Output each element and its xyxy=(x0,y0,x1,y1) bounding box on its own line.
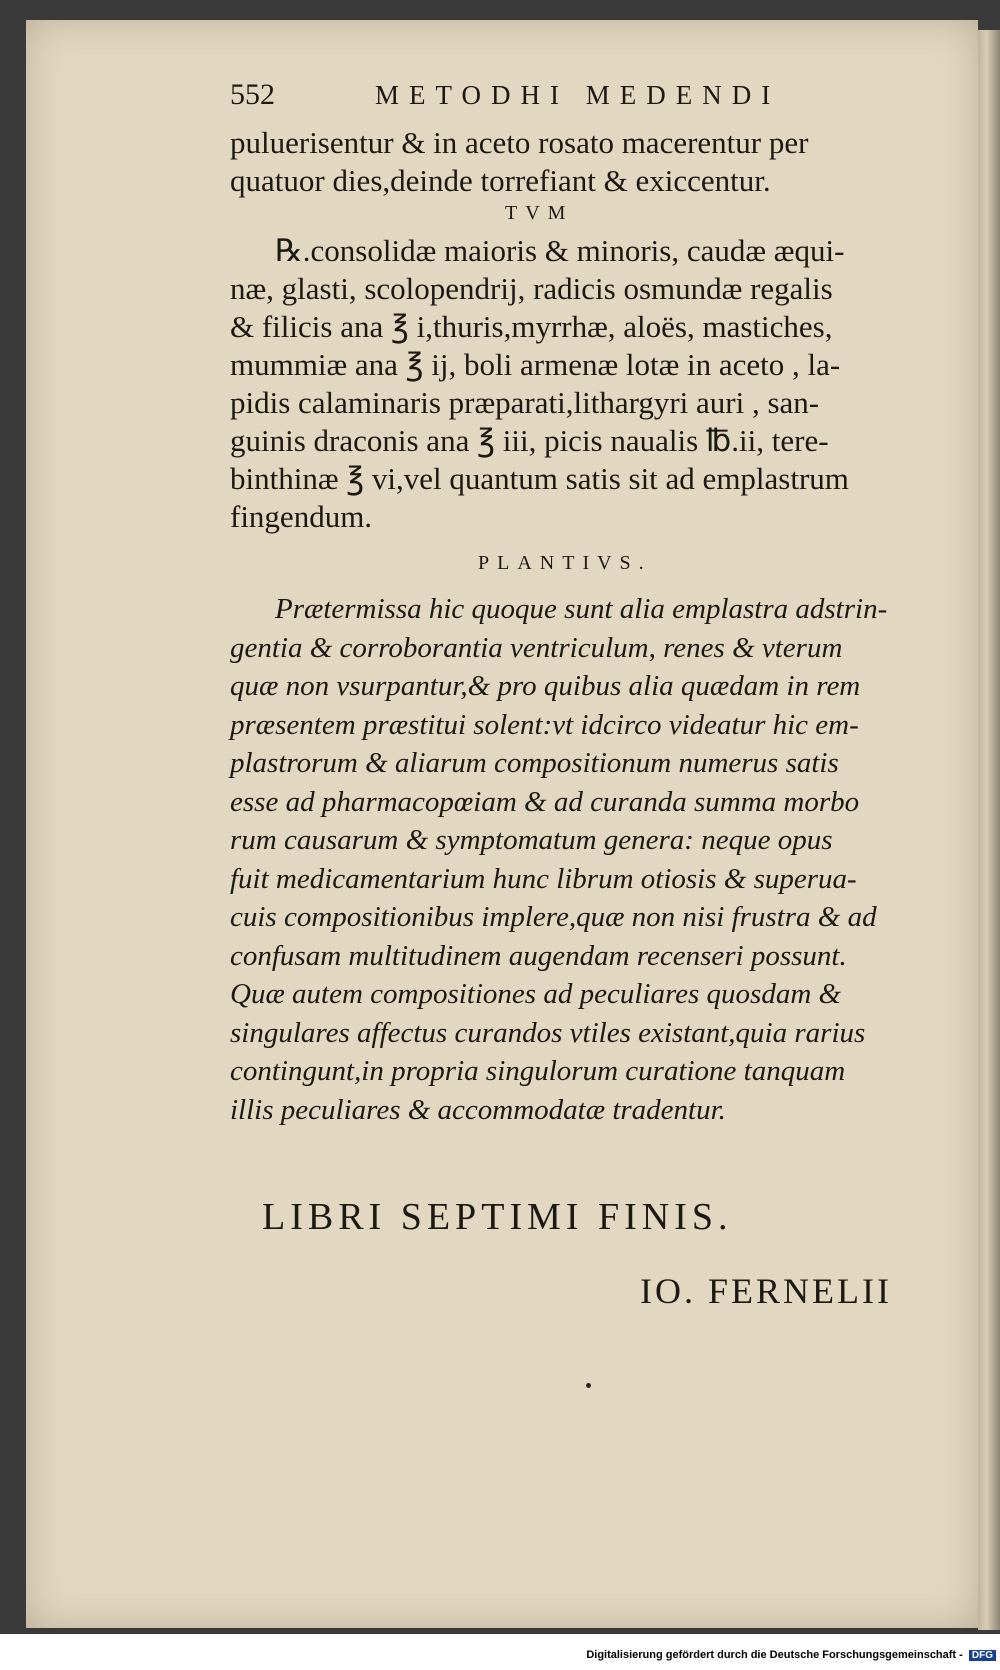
text-line: fingendum. xyxy=(230,499,373,534)
page-edge xyxy=(978,30,1000,1630)
text-line: mummiæ ana ℥ ij, boli armenæ lotæ in aceto , la- xyxy=(230,347,841,382)
text-line: confusam multitudinem augendam recenseri possunt. xyxy=(230,939,847,972)
running-head: METODHI MEDENDI xyxy=(375,80,781,110)
text-line: & filicis ana ℥ i,thuris,myrrhæ, aloës, mastiches, xyxy=(230,309,833,344)
text-line: binthinæ ℥ vi,vel quantum satis sit ad emplastrum xyxy=(230,461,849,496)
text-line: rum causarum & symptomatum genera: neque opus xyxy=(230,824,833,856)
section-heading-plantius: PLANTIVS. xyxy=(478,552,652,574)
text-line: næ, glasti, scolopendrij, radicis osmundæ regalis xyxy=(230,271,833,306)
text-line: præsentem præstitui solent:vt idcirco videatur hic em- xyxy=(230,708,859,741)
text-line: cuis compositionibus implere,quæ non nisi frustra & ad xyxy=(230,901,877,933)
text-line: Quæ autem compositiones ad peculiares quosdam & xyxy=(230,978,842,1010)
page-header xyxy=(230,78,930,118)
text-line: puluerisentur & in aceto rosato macerentur per xyxy=(230,125,809,160)
section-heading-tum: TVM xyxy=(505,202,574,224)
text-line: guinis draconis ana ℥ iii, picis naualis ℔.ii, tere- xyxy=(230,423,829,458)
recipe-text xyxy=(230,232,940,536)
footer-text: Digitalisierung gefördert durch die Deutsche Forschungsgemeinschaft - xyxy=(586,1649,963,1661)
text-line: plastrorum & aliarum compositionum numerus satis xyxy=(230,747,839,779)
page-number: 552 xyxy=(230,78,275,111)
commentary-text xyxy=(230,590,940,1129)
text-line: ℞.consolidæ maioris & minoris, caudæ æqui- xyxy=(275,233,845,268)
text-line: fuit medicamentarium hunc librum otiosis & superua- xyxy=(230,862,857,895)
text-line: esse ad pharmacopœiam & ad curanda summa morbo xyxy=(230,785,860,818)
dfg-logo: DFG xyxy=(969,1650,996,1661)
catchword: IO. FERNELII xyxy=(640,1271,892,1311)
ink-speck xyxy=(586,1383,591,1388)
text-line: illis peculiares & accommodatæ tradentur. xyxy=(230,1093,726,1126)
text-line: quæ non vsurpantur,& pro quibus alia quædam in rem xyxy=(230,670,861,702)
book-end-title: LIBRI SEPTIMI FINIS. xyxy=(262,1196,733,1238)
text-line: singulares affectus curandos vtiles existant,quia rarius xyxy=(230,1016,866,1049)
text-line: Prætermissa hic quoque sunt alia emplastra adstrin- xyxy=(275,593,888,625)
text-line: pidis calaminaris præparati,lithargyri auri , san- xyxy=(230,385,820,420)
text-line: quatuor dies,deinde torrefiant & exiccentur. xyxy=(230,163,771,198)
text-line: gentia & corroborantia ventriculum, renes & vterum xyxy=(230,631,843,664)
text-line: contingunt,in propria singulorum curatione tanquam xyxy=(230,1055,846,1087)
digitization-footer xyxy=(586,1649,996,1661)
body-text xyxy=(230,124,940,200)
